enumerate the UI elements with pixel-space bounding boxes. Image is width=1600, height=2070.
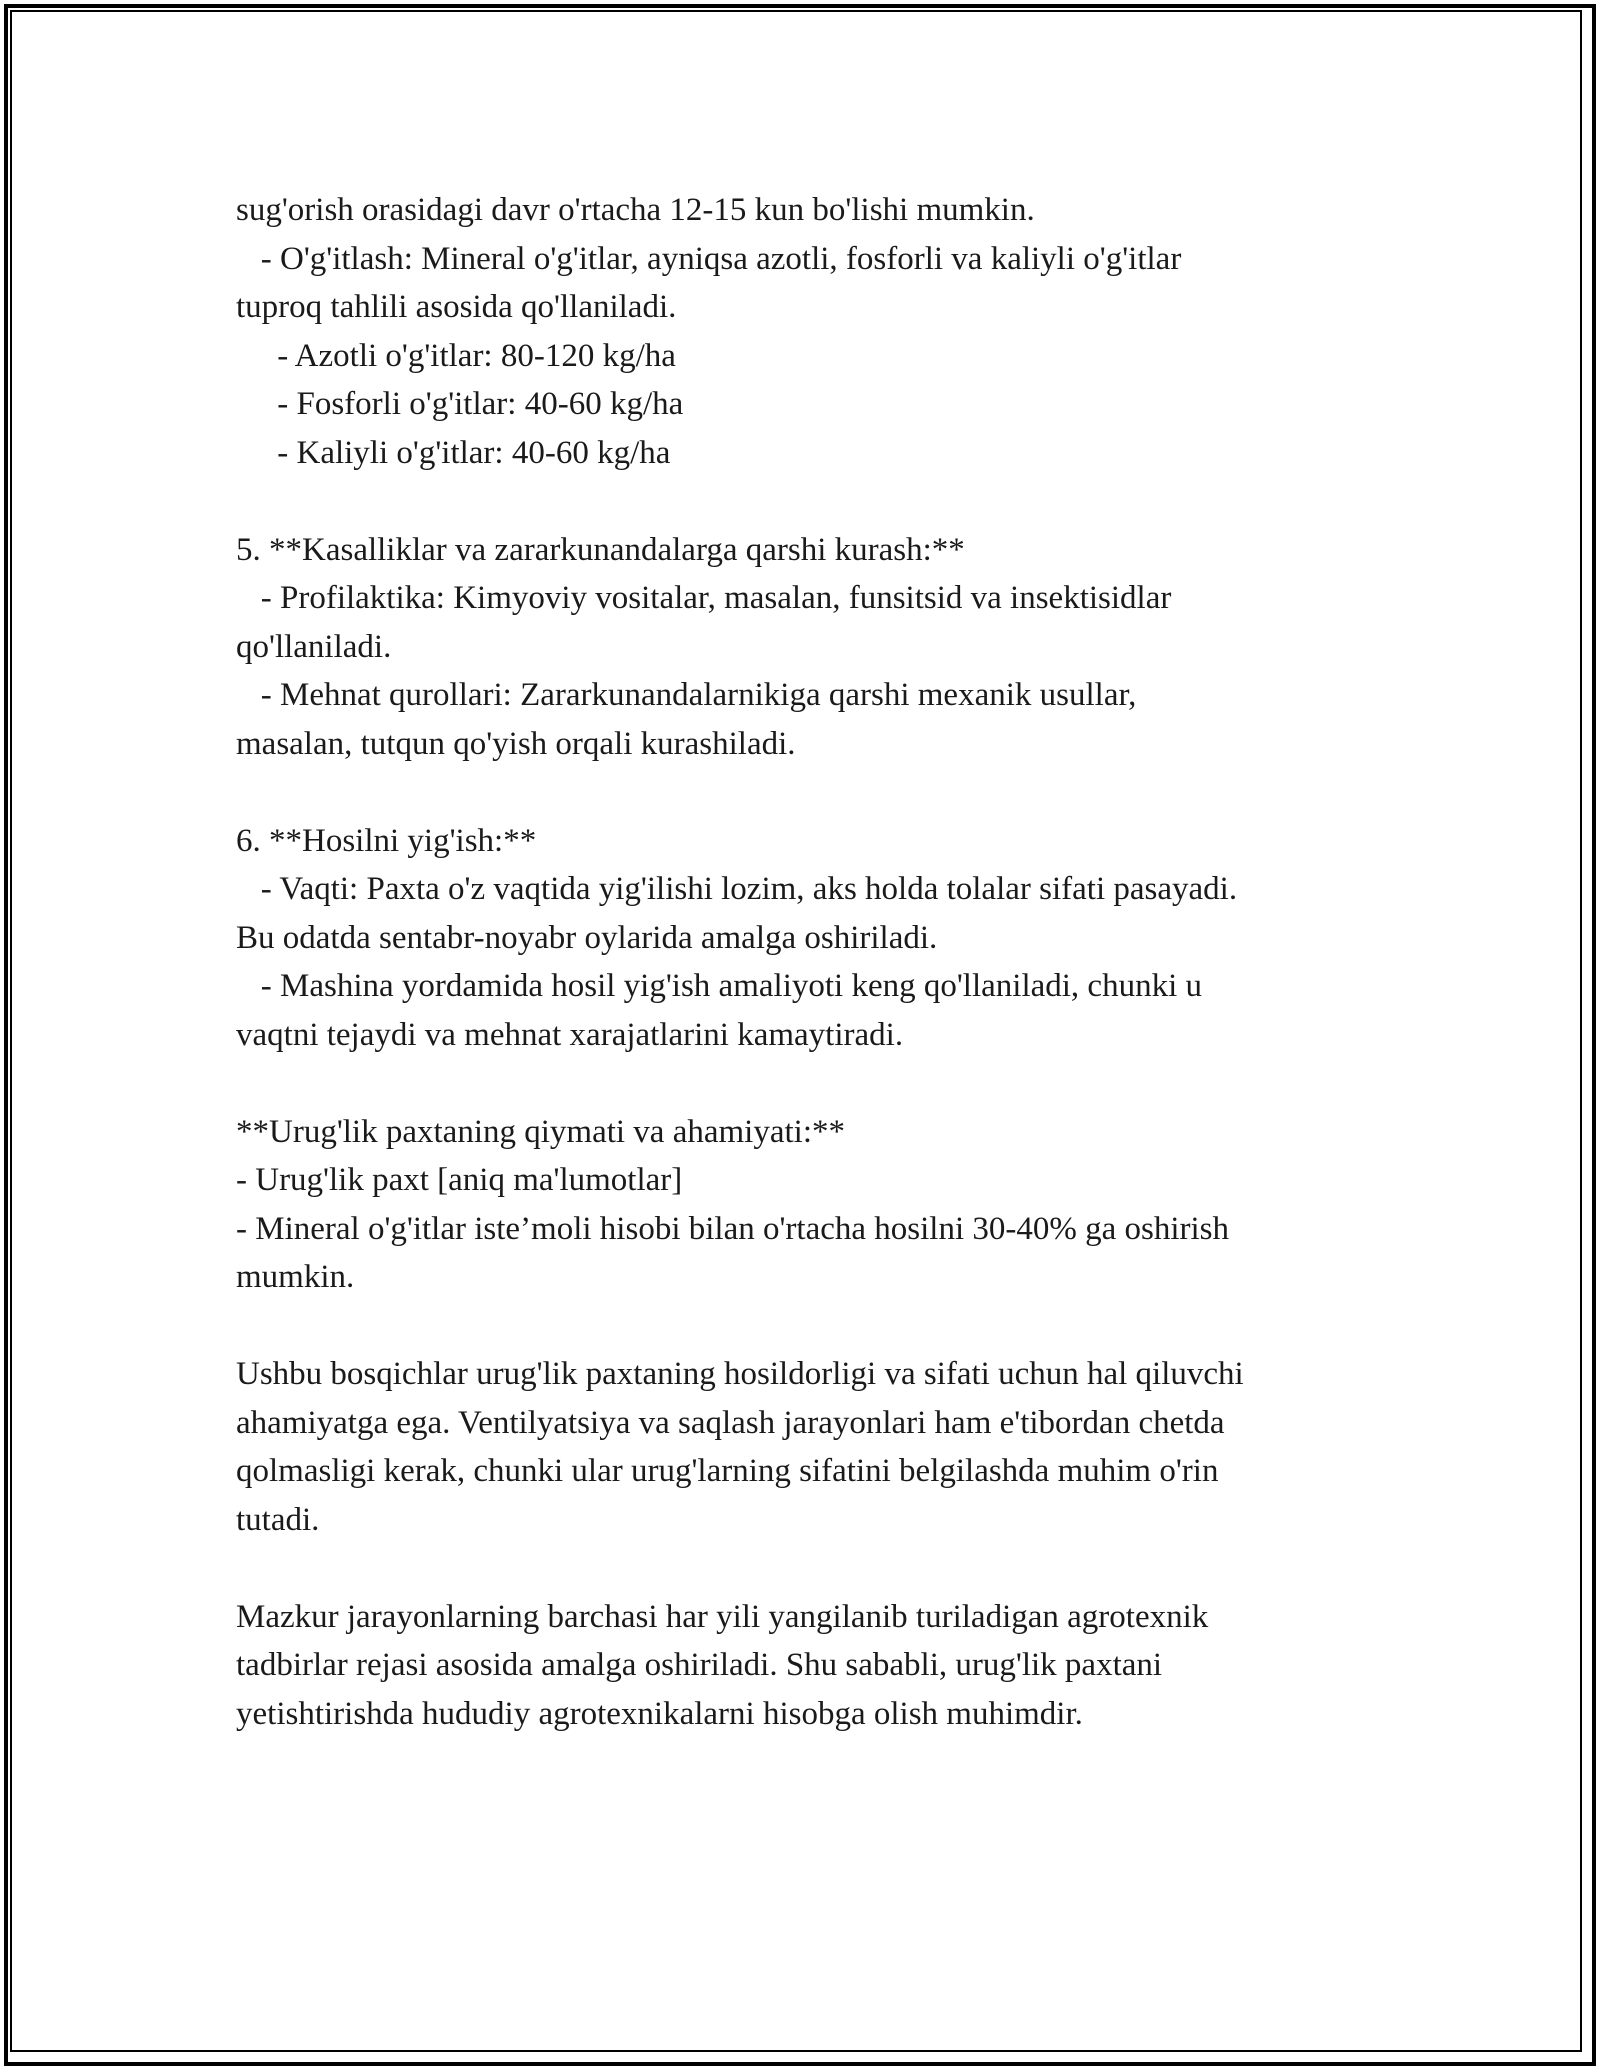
text-line: vaqtni tejaydi va mehnat xarajatlarini kamaytiradi. xyxy=(236,1016,904,1053)
text-line: - O'g'itlash: Mineral o'g'itlar, ayniqsa azotli, fosforli va kaliyli o'g'itlar xyxy=(236,240,1182,277)
text-line: tutadi. xyxy=(236,1501,320,1538)
text-line: - Mineral o'g'itlar iste’moli hisobi bilan o'rtacha hosilni 30-40% ga oshirish xyxy=(236,1210,1229,1247)
blank-line xyxy=(236,1059,1396,1108)
text-line: qolmasligi kerak, chunki ular urug'larning sifatini belgilashda muhim o'rin xyxy=(236,1453,1219,1489)
blank-line xyxy=(236,1302,1396,1351)
text-line: yetishtirishda hududiy agrotexnikalarni hisobga olish muhimdir. xyxy=(236,1695,1083,1732)
section-heading: **Urug'lik paxtaning qiymati va ahamiyati:** xyxy=(236,1113,845,1150)
text-line: masalan, tutqun qo'yish orqali kurashiladi. xyxy=(236,725,796,762)
text-line: tadbirlar rejasi asosida amalga oshiriladi. Shu sababli, urug'lik paxtani xyxy=(236,1647,1163,1683)
text-line: qo'llaniladi. xyxy=(236,628,392,665)
text-line: sug'orish orasidagi davr o'rtacha 12-15 kun bo'lishi mumkin. xyxy=(236,192,1035,228)
text-line: tuproq tahlili asosida qo'llaniladi. xyxy=(236,289,677,325)
text-line: Mazkur jarayonlarning barchasi har yili yangilanib turiladigan agrotexnik xyxy=(236,1598,1209,1635)
text-line: Ushbu bosqichlar urug'lik paxtaning hosildorligi va sifati uchun hal qiluvchi xyxy=(236,1356,1244,1392)
document-body xyxy=(236,186,1396,1738)
text-line: - Mashina yordamida hosil yig'ish amaliyoti keng qo'llaniladi, chunki u xyxy=(236,968,1202,1004)
text-line: ahamiyatga ega. Ventilyatsiya va saqlash jarayonlari ham e'tibordan chetda xyxy=(236,1404,1225,1441)
text-line: Bu odatda sentabr-noyabr oylarida amalga oshiriladi. xyxy=(236,919,938,956)
text-line: - Urug'lik paxt [aniq ma'lumotlar] xyxy=(236,1162,683,1198)
section-heading: 6. **Hosilni yig'ish:** xyxy=(236,822,537,859)
section-heading: 5. **Kasalliklar va zararkunandalarga qarshi kurash:** xyxy=(236,531,965,568)
blank-line xyxy=(236,477,1396,526)
blank-line xyxy=(236,768,1396,817)
text-line: - Vaqti: Paxta o'z vaqtida yig'ilishi lozim, aks holda tolalar sifati pasayadi. xyxy=(236,871,1238,907)
text-line: mumkin. xyxy=(236,1259,355,1295)
blank-line xyxy=(236,1544,1396,1593)
text-line: - Kaliyli o'g'itlar: 40-60 kg/ha xyxy=(236,434,671,471)
text-line: - Fosforli o'g'itlar: 40-60 kg/ha xyxy=(236,386,684,422)
text-line: - Profilaktika: Kimyoviy vositalar, masalan, funsitsid va insektisidlar xyxy=(236,580,1172,616)
text-line: - Mehnat qurollari: Zararkunandalarnikiga qarshi mexanik usullar, xyxy=(236,677,1137,713)
text-line: - Azotli o'g'itlar: 80-120 kg/ha xyxy=(236,337,676,374)
